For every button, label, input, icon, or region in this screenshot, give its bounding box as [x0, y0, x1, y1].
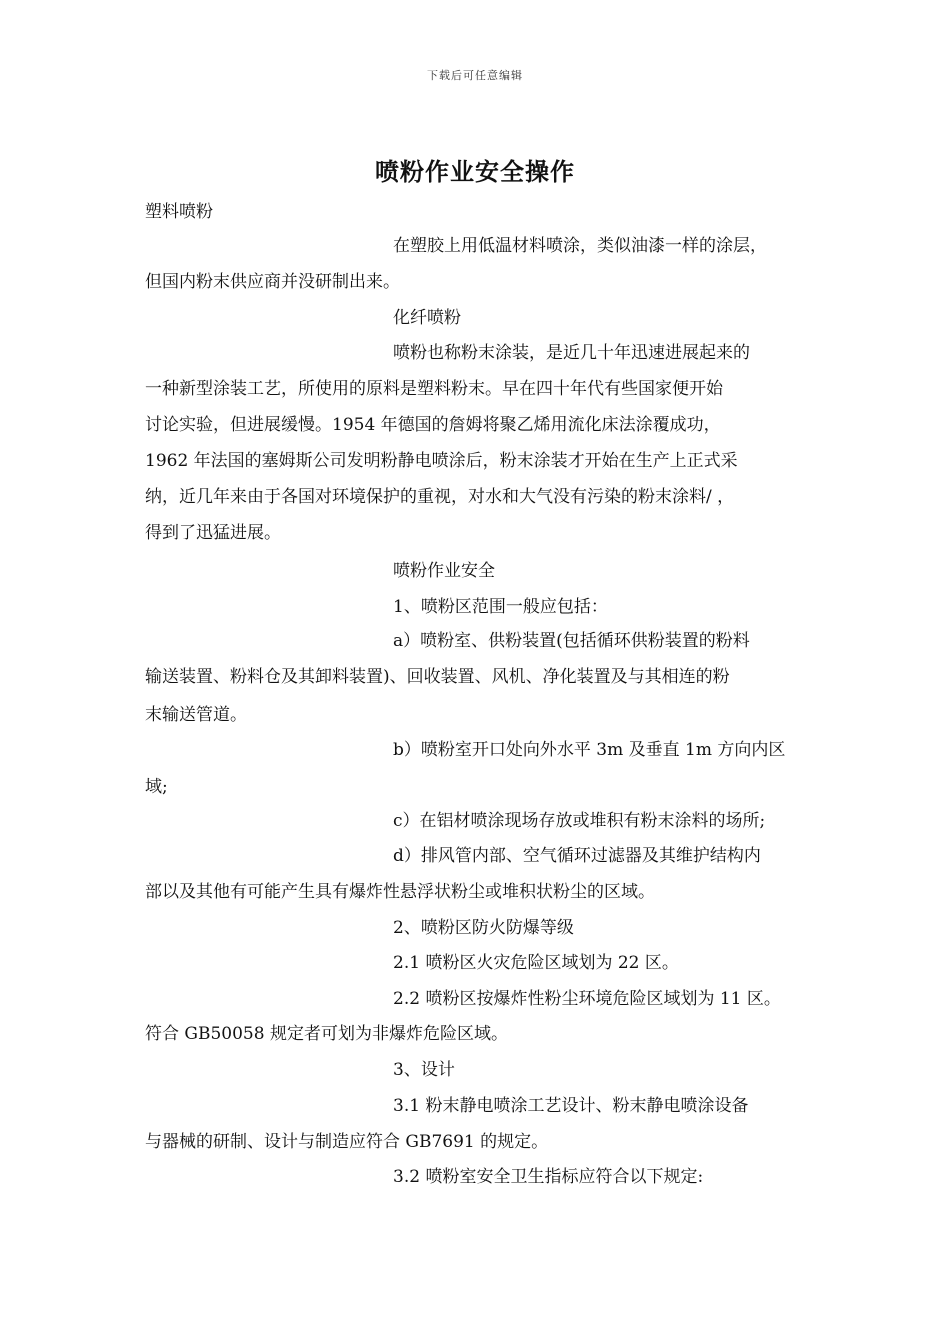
list-item: 3.2 喷粉室安全卫生指标应符合以下规定: [393, 1167, 704, 1187]
list-item: 3.1 粉末静电喷涂工艺设计、粉末静电喷涂设备 [393, 1096, 749, 1116]
paragraph-line: 在塑胶上用低温材料喷涂，类似油漆一样的涂层， [393, 236, 767, 256]
section-heading-safety: 喷粉作业安全 [393, 561, 495, 581]
section-heading-design: 3、设计 [393, 1060, 455, 1080]
list-item: b）喷粉室开口处向外水平 3m 及垂直 1m 方向内区 [393, 740, 786, 760]
section-heading-fiber: 化纤喷粉 [393, 308, 461, 328]
paragraph-line: 喷粉也称粉末涂装，是近几十年迅速进展起来的 [393, 343, 750, 363]
list-item: 2.1 喷粉区火灾危险区域划为 22 区。 [393, 953, 679, 973]
document-title: 喷粉作业安全操作 [375, 158, 575, 186]
paragraph-line: 部以及其他有可能产生具有爆炸性悬浮状粉尘或堆积状粉尘的区域。 [145, 882, 655, 902]
paragraph-line: 与器械的研制、设计与制造应符合 GB7691 的规定。 [145, 1132, 549, 1152]
paragraph-line: 得到了迅猛进展。 [145, 523, 281, 543]
section-heading-fire-level: 2、喷粉区防火防爆等级 [393, 918, 574, 938]
list-item: a）喷粉室、供粉装置(包括循环供粉装置的粉料 [393, 631, 750, 651]
list-item: d）排风管内部、空气循环过滤器及其维护结构内 [393, 846, 761, 866]
section-heading-plastic: 塑料喷粉 [145, 202, 213, 222]
paragraph-line: 一种新型涂装工艺，所使用的原料是塑料粉末。早在四十年代有些国家便开始 [145, 379, 723, 399]
list-item: 1、喷粉区范围一般应包括： [393, 597, 608, 617]
paragraph-line: 1962 年法国的塞姆斯公司发明粉静电喷涂后，粉末涂装才开始在生产上正式采 [145, 451, 738, 471]
paragraph-line: 输送装置、粉料仓及其卸料装置)、回收装置、风机、净化装置及与其相连的粉 [145, 667, 730, 687]
paragraph-line: 纳，近几年来由于各国对环境保护的重视，对水和大气没有污染的粉末涂料/ ， [145, 487, 735, 507]
list-item: 2.2 喷粉区按爆炸性粉尘环境危险区域划为 11 区。 [393, 989, 781, 1009]
paragraph-line: 讨论实验，但进展缓慢。1954 年德国的詹姆将聚乙烯用流化床法涂覆成功， [145, 415, 721, 435]
paragraph-line: 末输送管道。 [145, 705, 247, 725]
paragraph-line: 符合 GB50058 规定者可划为非爆炸危险区域。 [145, 1024, 508, 1044]
paragraph-line: 但国内粉末供应商并没研制出来。 [145, 272, 400, 292]
page-header-note: 下载后可任意编辑 [427, 69, 523, 82]
list-item: c）在铝材喷涂现场存放或堆积有粉末涂料的场所; [393, 811, 766, 831]
paragraph-line: 域; [145, 777, 168, 797]
